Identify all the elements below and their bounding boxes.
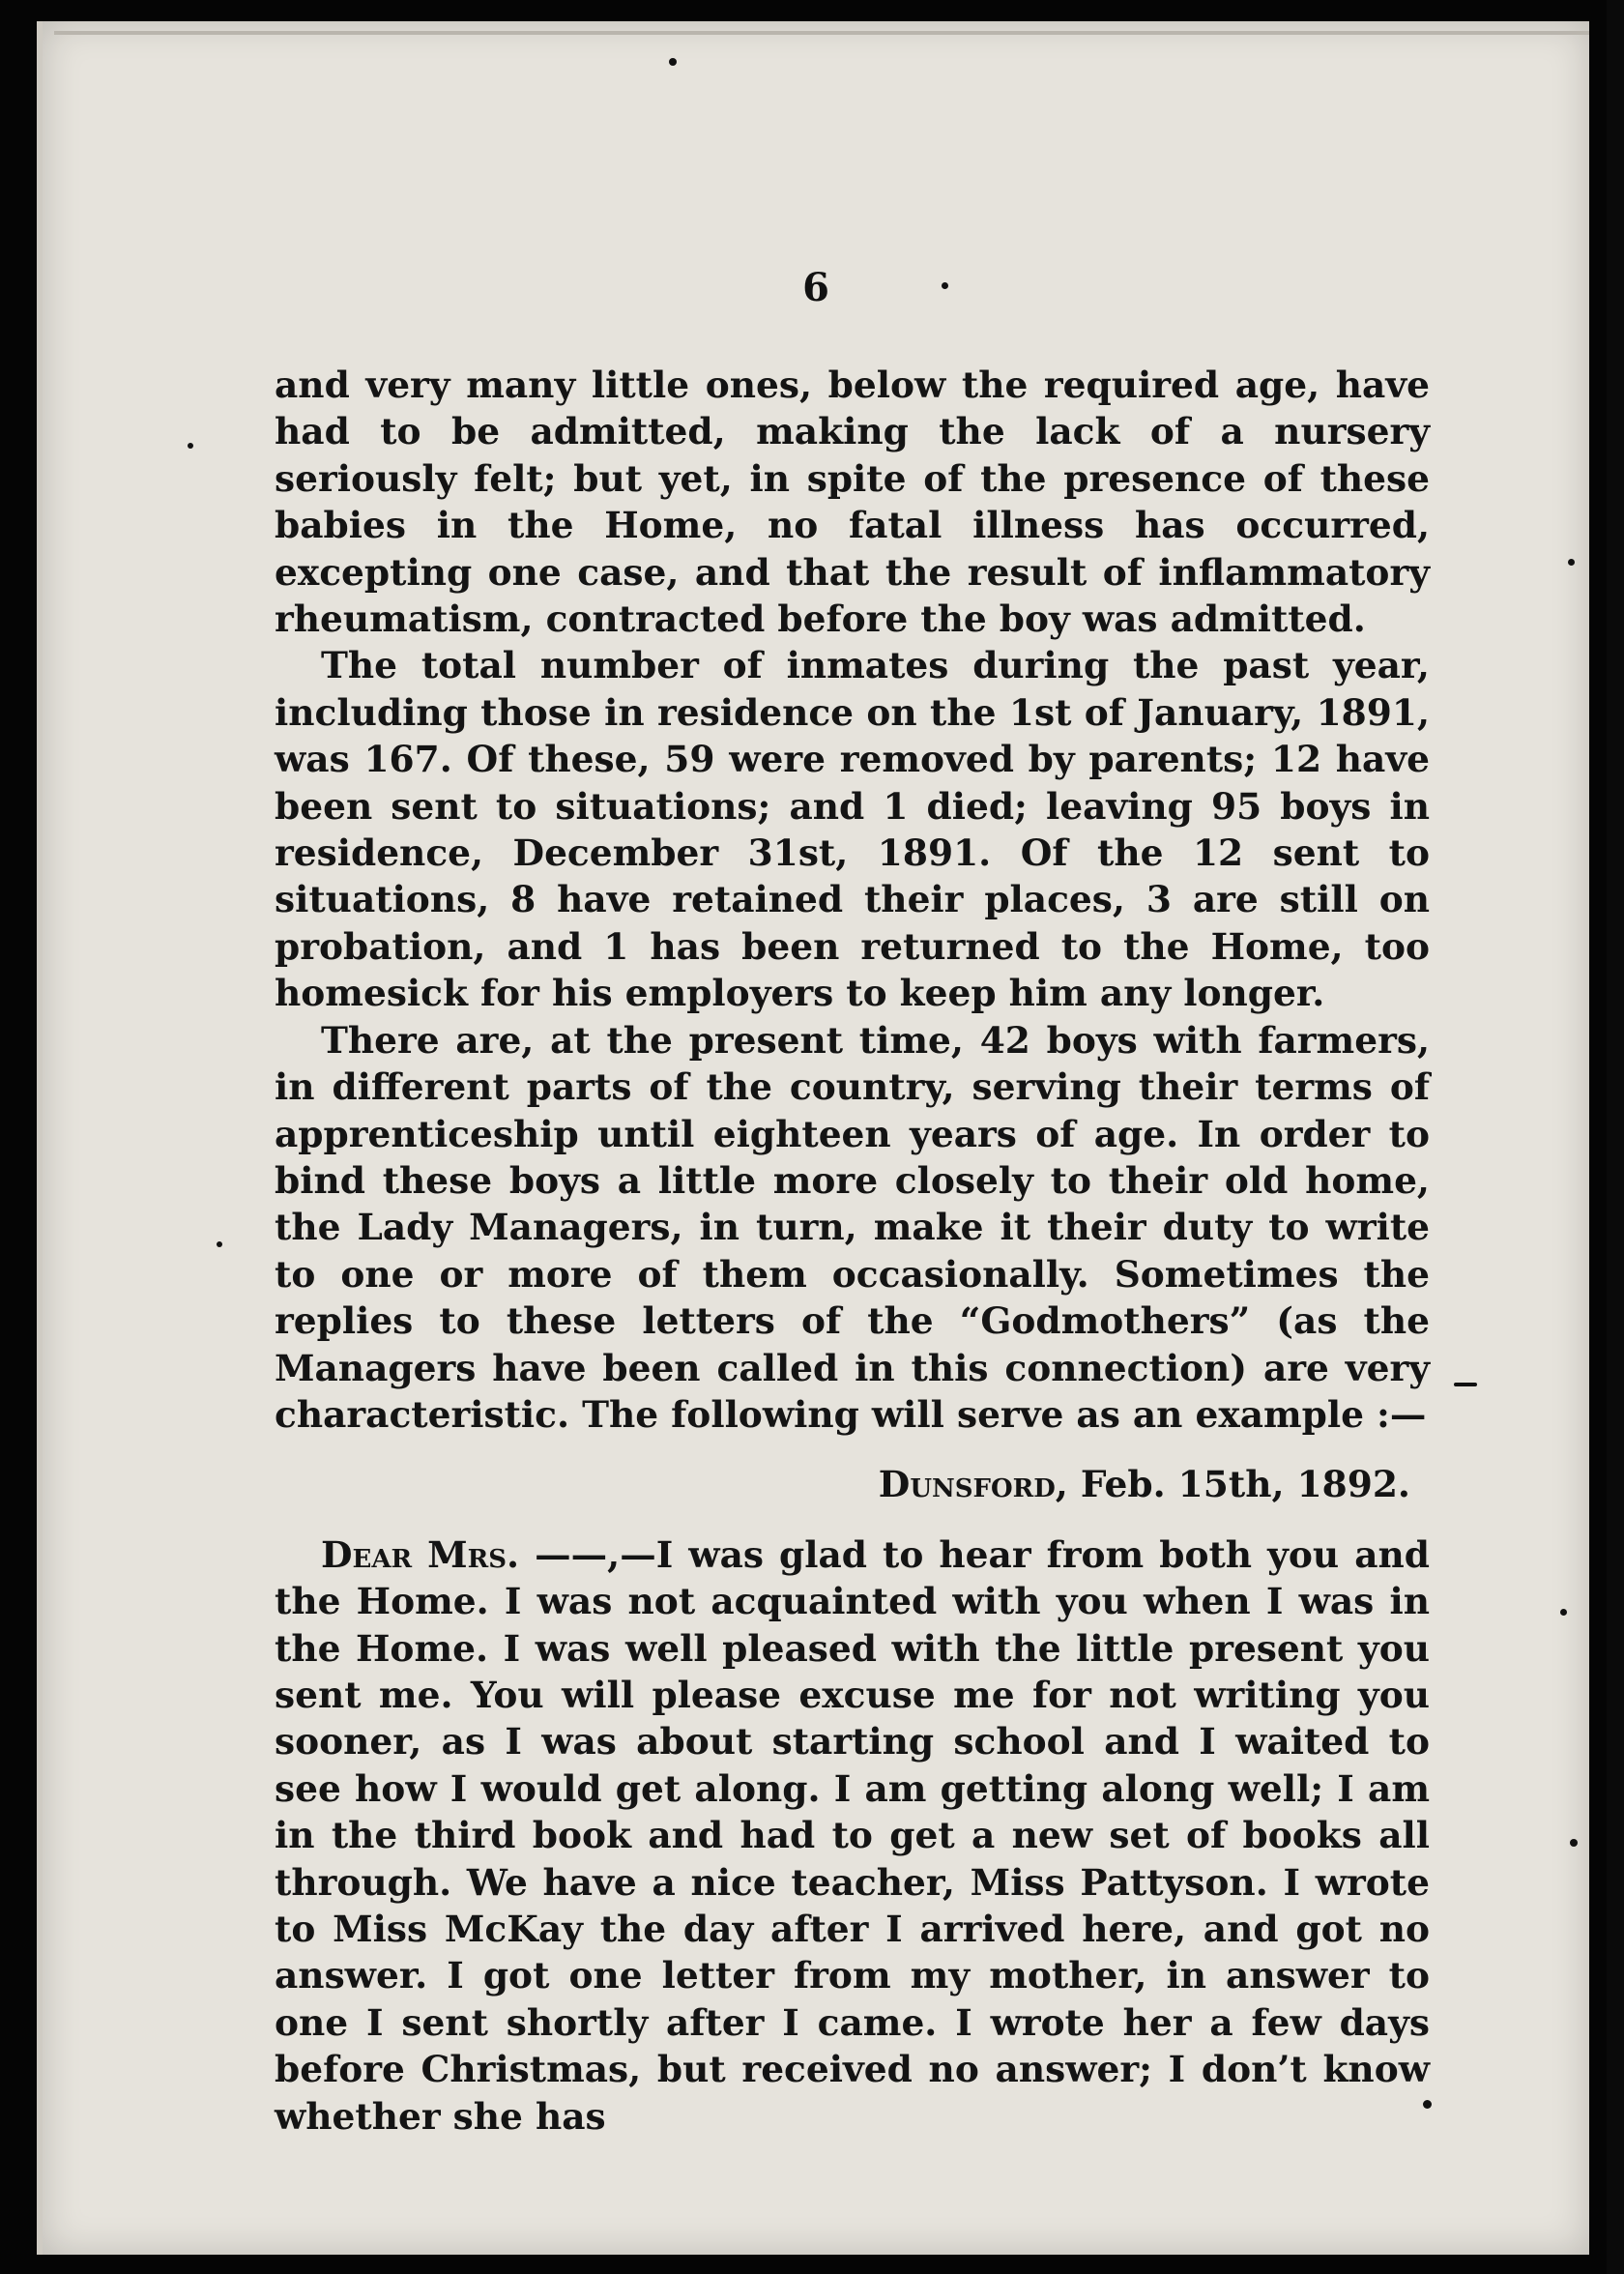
page-top-edge <box>54 31 1589 35</box>
ink-speck <box>1454 1383 1477 1386</box>
ink-speck <box>942 282 948 289</box>
ink-speck <box>1568 559 1575 566</box>
letter-place: Dunsford, <box>878 1463 1068 1506</box>
letter-date: Feb. 15th, 1892. <box>1080 1463 1410 1506</box>
body-text <box>275 362 1430 2140</box>
letter-salutation: Dear Mrs. <box>321 1532 520 1576</box>
ink-speck <box>669 58 677 66</box>
page-number: 6 <box>802 265 829 310</box>
letter-text: ——,—I was glad to hear from both you and the Home. I was not acquainted with you when I was in the Home. I was well pleased with the little present you sent me. You will please excuse me for not writing you sooner, as I was about starting school and I waited to see how I would get along. I am getting along well; I am in the third book and had to get a new set of books all through. We have a nice teacher, Miss Pattyson. I wrote to Miss McKay the day after I arrived here, and got no answer. I got one letter from my mother, in answer to one I sent shortly after I came. I wrote her a few days before Christmas, but received no answer; I don’t know whether she has <box>275 1532 1430 2138</box>
paragraph-inmates: The total number of inmates during the past year, including those in residence on the 1st of January, 1891, was 167. Of these, 59 were removed by parents; 12 have been sent to situations; and 1 died; leaving 95 boys in residence, December 31st, 1891. Of the 12 sent to situations, 8 have retained their places, 3 are still on probation, and 1 has been returned to the Home, too homesick for his employers to keep him any longer. <box>275 644 1430 1015</box>
ink-speck <box>217 1241 222 1247</box>
ink-speck <box>1560 1609 1567 1616</box>
book-page <box>37 21 1589 2255</box>
paragraph-farmers: There are, at the present time, 42 boys with farmers, in different parts of the country, serving their terms of apprenticeship until eighteen years of age. In order to bind these boys a little more closely to their old home, the Lady Managers, in turn, make it their duty to write to one or more of them occasionally. Sometimes the replies to these letters of the “Godmothers” (as the Managers have been called in this connection) are very characteristic. The following will serve as an example :— <box>275 1018 1430 1436</box>
scan-border-right <box>1607 0 1624 2274</box>
paragraph-continued: and very many little ones, below the required age, have had to be admitted, making the lack of a nursery seriously felt; but yet, in spite of the presence of these babies in the Home, no fatal illness has occurred, excepting one case, and that the result of inflammatory rheumatism, contracted before the boy was admitted. <box>275 364 1430 641</box>
ink-speck <box>188 443 193 449</box>
letter-body <box>275 1531 1430 2140</box>
ink-speck <box>1570 1839 1578 1847</box>
letter-dateline <box>275 1461 1430 1507</box>
